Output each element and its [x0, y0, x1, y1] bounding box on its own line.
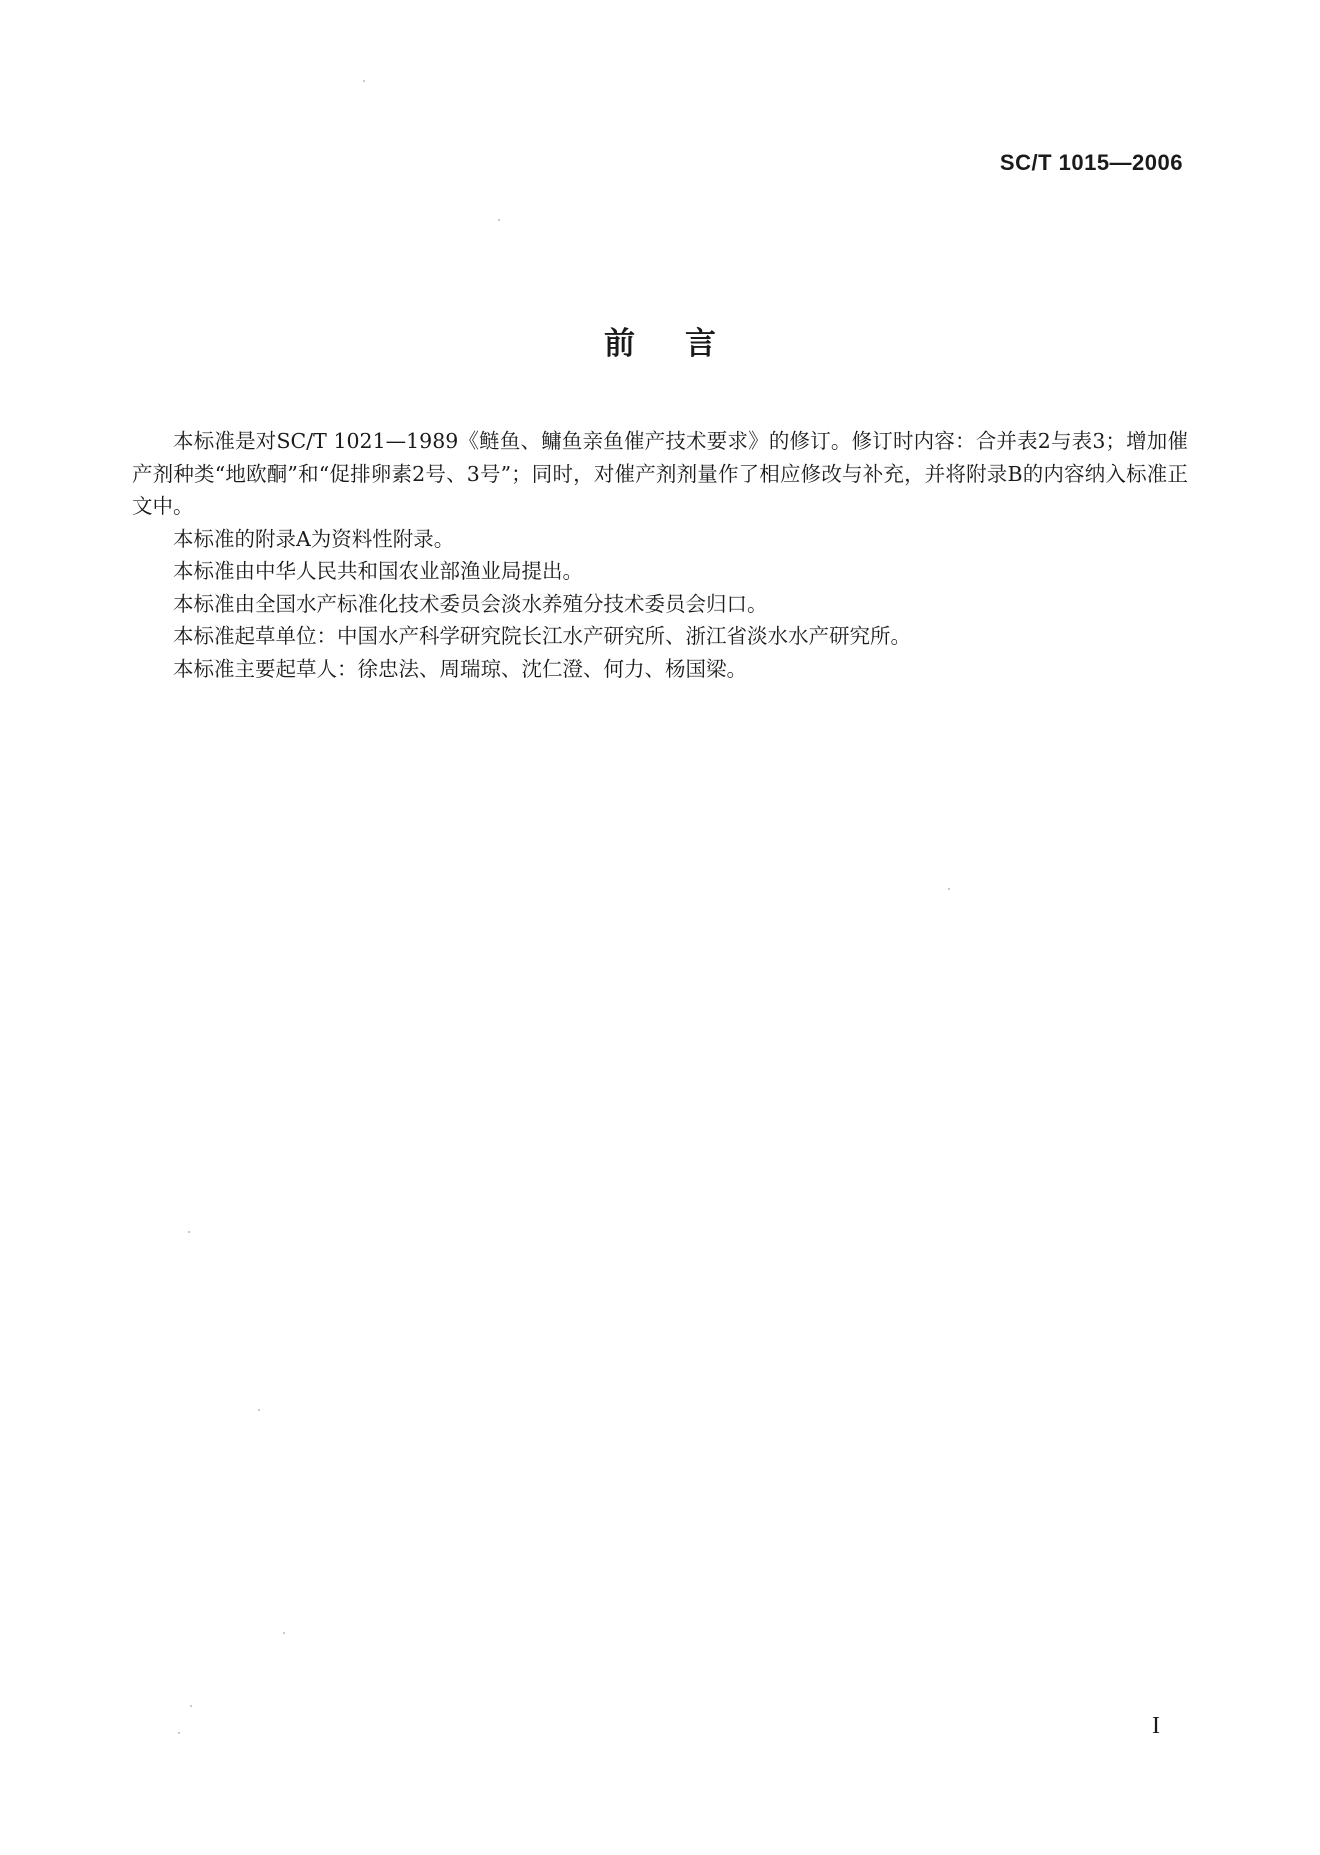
scan-speck [948, 888, 950, 890]
paragraph-appendix: 本标准的附录A为资料性附录。 [173, 526, 455, 551]
scan-speck [498, 219, 500, 221]
scan-speck [178, 1732, 180, 1734]
paragraph-revision: 本标准是对SC/T 1021—1989《鲢鱼、鳙鱼亲鱼催产技术要求》的修订。修订时内容：合并表2与表3；增加催产剂种类“地欧酮”和“促排卵素2号、3号”；同时，对催产剂剂量作了相应修改与补充，并将附录B的内容纳入标准正文中。 [132, 429, 1188, 518]
standard-number: SC/T 1015—2006 [999, 150, 1183, 175]
paragraph-proposer: 本标准由中华人民共和国农业部渔业局提出。 [173, 559, 583, 583]
paragraph-drafting-units: 本标准起草单位：中国水产科学研究院长江水产研究所、浙江省淡水水产研究所。 [173, 624, 911, 648]
page-number: I [1152, 1713, 1160, 1739]
page-title: 前言 [604, 326, 766, 362]
scan-speck [363, 80, 365, 82]
paragraph-committee: 本标准由全国水产标准化技术委员会淡水养殖分技术委员会归口。 [173, 591, 768, 616]
scan-speck [188, 1231, 190, 1233]
foreword-body [132, 425, 1188, 685]
paragraph-drafters: 本标准主要起草人：徐忠法、周瑞琼、沈仁澄、何力、杨国梁。 [173, 656, 747, 681]
scan-speck [258, 1409, 260, 1411]
scan-speck [190, 1705, 192, 1707]
scan-speck [283, 1632, 285, 1634]
